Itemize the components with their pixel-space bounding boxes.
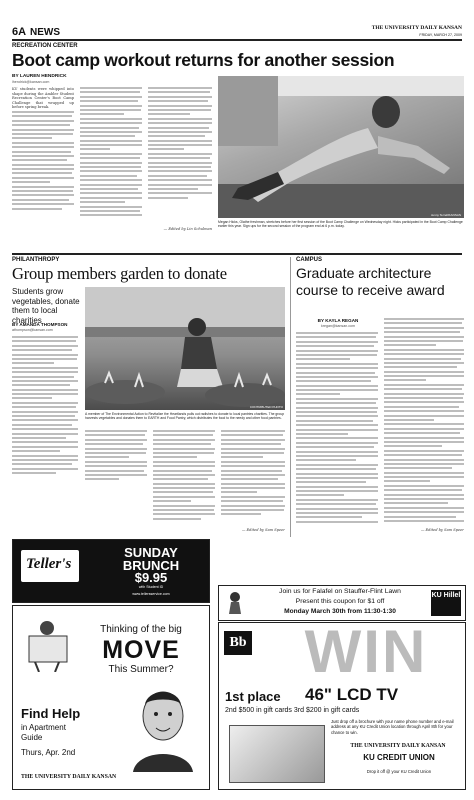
section-label: NEWS <box>30 27 60 38</box>
story3-editor-note: — Edited by Sam Speer <box>420 528 464 532</box>
drop-off-text: Just drop off a brochure with your name phone number and e-mail address at any KU Credit Union location through April 8th for your chance to win. <box>331 719 454 735</box>
hillel-logo: KU Hillel <box>431 590 461 616</box>
tellers-brunch-ad[interactable] <box>12 539 210 603</box>
header-rule <box>12 39 462 41</box>
page-header <box>12 26 462 38</box>
tellers-logo: Teller's <box>26 556 72 572</box>
find-help-sub2: Guide <box>21 733 43 742</box>
win-word: WIN <box>304 622 428 685</box>
page-number: 6A <box>12 26 27 38</box>
brunch-note: with Student ID <box>138 585 164 589</box>
story3-headline: Graduate architecture course to receive award <box>296 265 445 298</box>
story2-editor-note: — Edited by Sam Speer <box>241 528 285 532</box>
section-rule-1 <box>12 253 462 255</box>
brunch-title: SUNDAY BRUNCH <box>122 545 180 573</box>
story3-kicker: CAMPUS <box>296 257 323 263</box>
bb-logo: Bb <box>224 631 252 655</box>
masthead-name: THE UNIVERSITY DAILY KANSAN <box>371 25 462 31</box>
prize1-place: 1st place <box>225 689 281 704</box>
man-portrait <box>123 682 203 772</box>
story2-byline: BY AMANDA THOMPSON <box>12 322 68 327</box>
story1-headline: Boot camp workout returns for another session <box>12 50 395 70</box>
story2-caption: A member of The Environmental Action to Revitalize the Heartlands pulls out radishes to donate to local pantries charities. The group harvests vegetables and donates them to EARTH and Food Pantry, which distributes the food to the needy and other food pantries. <box>85 412 285 421</box>
cu-tagline: Drop it off @ your KU Credit Union <box>366 769 432 774</box>
story2-deck: Students grow vegetables, donate them to local charities <box>12 287 80 325</box>
story1-col1 <box>12 111 74 212</box>
brunch-url[interactable]: www.tellersservice.com <box>132 592 170 596</box>
story1-editor-note: — Edited by Lin Schulman <box>163 227 212 231</box>
credit-union-win-ad[interactable] <box>218 622 466 790</box>
move-line2: This Summer? <box>108 664 174 675</box>
story2-photo-credit: CONTRIBUTED PHOTO <box>249 405 283 409</box>
story1-col2 <box>80 87 142 219</box>
story1-col3 <box>148 87 212 201</box>
falafel-line2: Present this coupon for $1 off <box>295 598 385 605</box>
move-paper-name: THE UNIVERSITY DAILY KANSAN <box>21 774 117 780</box>
cu-name: KU CREDIT UNION <box>363 753 435 762</box>
column-divider <box>290 257 291 537</box>
story3-byline: BY KAYLA REGAN <box>317 318 359 323</box>
mover-icon <box>19 614 77 672</box>
brochure-icon <box>229 725 325 783</box>
find-help-title: Find Help <box>21 706 81 721</box>
story2-col4 <box>221 430 285 518</box>
story2-photo <box>85 287 285 410</box>
find-help-date: Thurs, Apr. 2nd <box>21 748 76 757</box>
prize1-item: 46" LCD TV <box>305 685 399 704</box>
falafel-line1: Join us for Falafel on Stauffer-Flint Lawn <box>279 588 401 595</box>
story2-headline: Group members garden to donate <box>12 264 227 283</box>
prize2-3: 2nd $500 in gift cards 3rd $200 in gift cards <box>225 707 360 714</box>
falafel-icon <box>225 590 245 614</box>
story2-col2 <box>85 430 147 483</box>
story2-kicker: PHILANTHROPY <box>12 257 60 263</box>
story1-lead: KU students were whipped into shape during the Ambler Student Recreation Center's Boot Camp Challenge that wrapped up before spring break. <box>12 87 74 109</box>
story2-col3 <box>153 430 215 522</box>
story1-byline-email: lhendrick@kansan.com <box>12 80 50 84</box>
move-word: MOVE <box>102 636 180 664</box>
garden-illustration <box>85 287 285 410</box>
story3-col2 <box>384 318 464 524</box>
win-paper-name: THE UNIVERSITY DAILY KANSAN <box>350 743 446 749</box>
story3-col1 <box>296 332 378 525</box>
falafel-hillel-ad[interactable] <box>218 585 466 621</box>
move-line1: Thinking of the big <box>100 624 182 635</box>
story3-byline-email: kregan@kansan.com <box>320 324 355 328</box>
story1-caption: Megan Hicks, Olathe freshman, stretches before her first session of the Boot Camp Challenge on Wednesday night. Hicks participated in the Boot Camp Challenge earlier this year. Sign ups for the second session of the program end at 6 p.m. today. <box>218 220 463 229</box>
find-help-sub1: in Apartment <box>21 723 66 732</box>
story2-byline-email: athompson@kansan.com <box>12 328 53 332</box>
story1-body <box>12 87 212 234</box>
story1-byline: BY LAUREN HENDRICK <box>12 74 67 79</box>
falafel-line3: Monday March 30th from 11:30-1:30 <box>284 608 396 615</box>
move-find-help-ad[interactable] <box>12 605 210 790</box>
issue-date: FRIDAY, MARCH 27, 2009 <box>419 33 462 37</box>
workout-illustration <box>218 76 464 218</box>
story1-photo <box>218 76 464 218</box>
brunch-price: $9.95 <box>134 570 168 585</box>
story1-photo-credit: Jenny Terrell/KANSAN <box>430 213 461 217</box>
story2-col-lead <box>12 336 78 477</box>
story1-kicker: RECREATION CENTER <box>12 43 78 49</box>
